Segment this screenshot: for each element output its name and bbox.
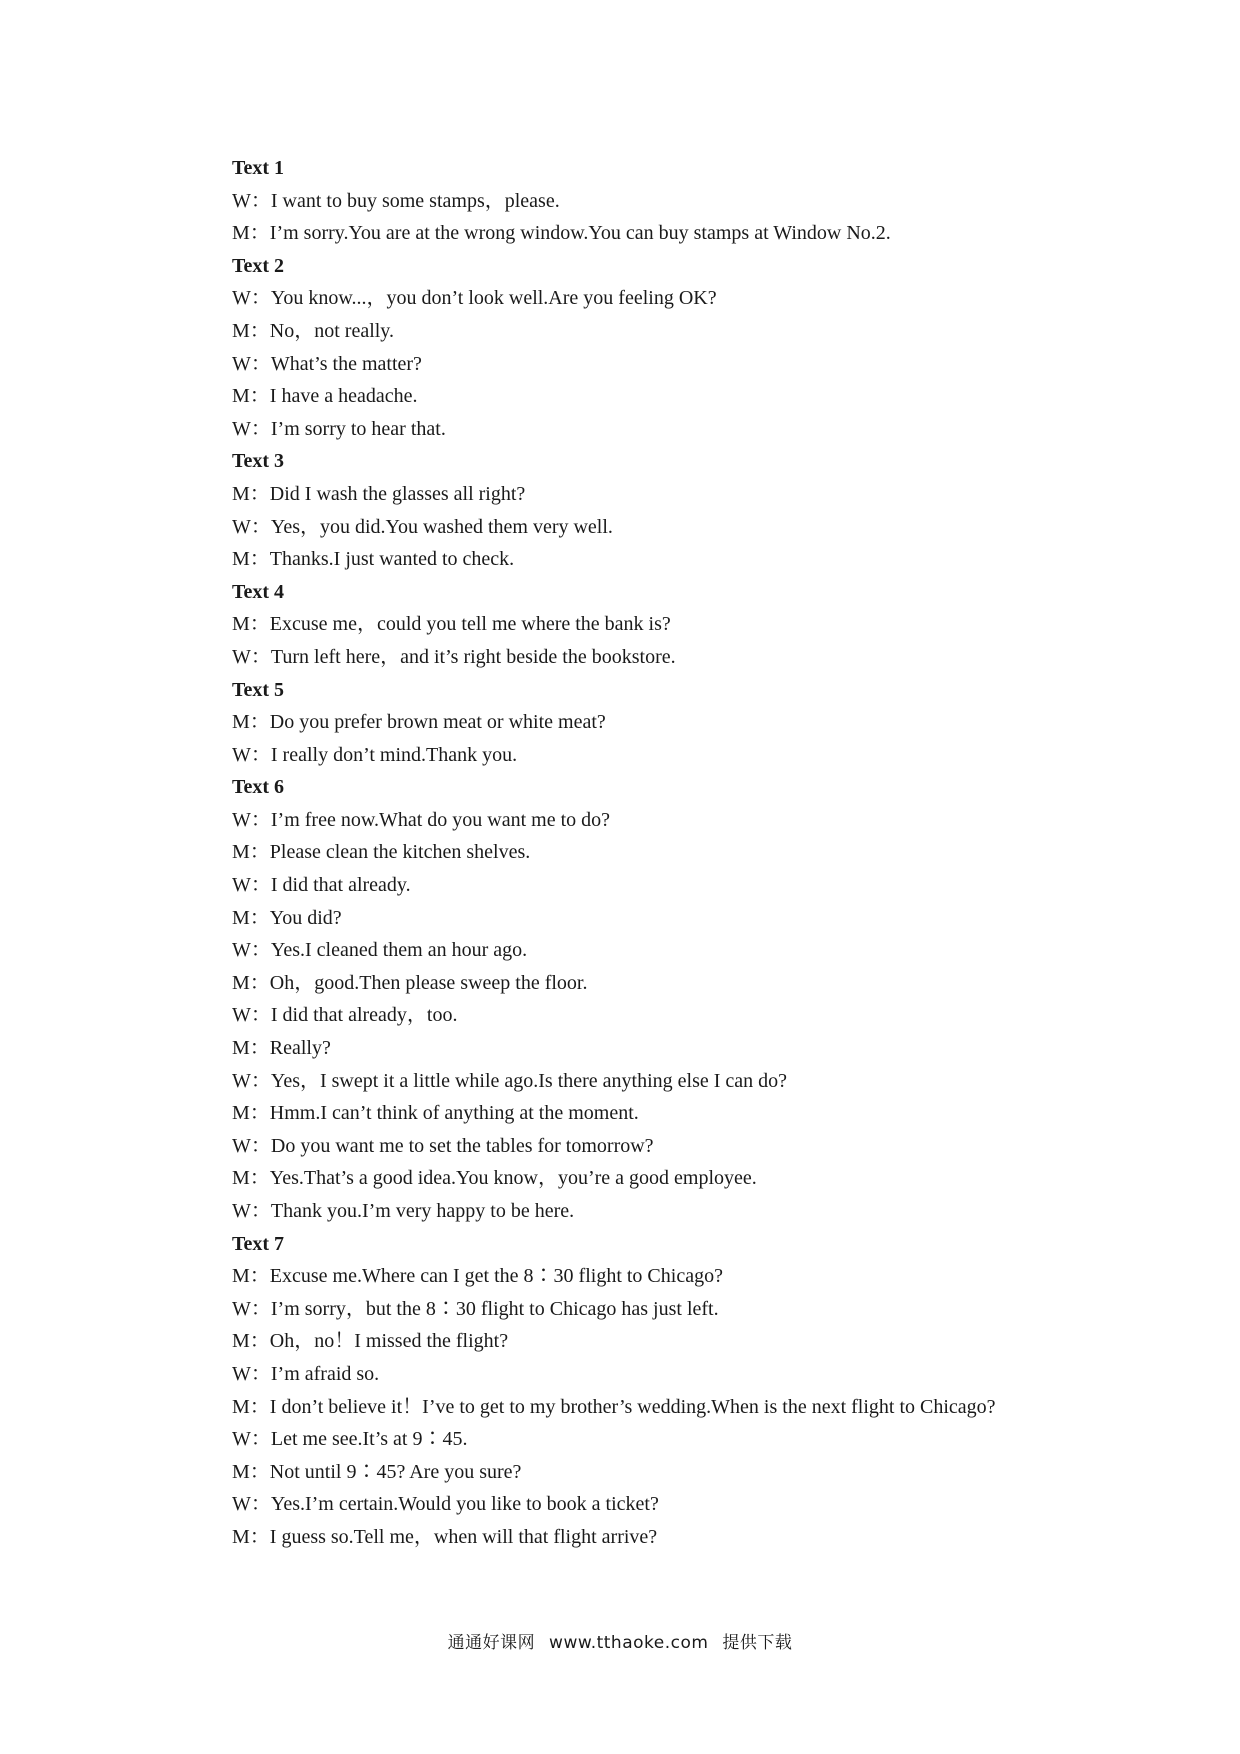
dialogue-line: M：Excuse me.Where can I get the 8∶30 flight to Chicago?	[232, 1265, 723, 1288]
transcript-section	[0, 152, 1240, 250]
dialogue-line: W：I’m afraid so.	[232, 1362, 380, 1385]
dialogue-line: M：Excuse me，could you tell me where the bank is?	[232, 613, 671, 636]
dialogue-line: M：I’m sorry.You are at the wrong window.You can buy stamps at Window No.2.	[232, 222, 891, 245]
transcript-document	[0, 152, 1240, 1554]
dialogue-line: M：Oh，no！I missed the flight?	[232, 1330, 509, 1353]
section-heading: Text 5	[232, 678, 285, 701]
footer-tagline: 提供下载	[722, 1633, 793, 1653]
dialogue-line: W：You know...，you don’t look well.Are you feeling OK?	[232, 287, 717, 310]
transcript-section	[0, 674, 1240, 772]
dialogue-line: W：Thank you.I’m very happy to be here.	[232, 1200, 575, 1222]
dialogue-line: M：No，not really.	[232, 319, 395, 342]
page-footer	[0, 1628, 1240, 1653]
dialogue-line: M：Really?	[232, 1037, 331, 1060]
section-heading: Text 4	[232, 580, 285, 603]
dialogue-line: W：Yes，you did.You washed them very well.	[232, 515, 613, 538]
section-heading: Text 1	[232, 157, 285, 179]
dialogue-line: W：Let me see.It’s at 9∶45.	[232, 1428, 468, 1451]
dialogue-line: W：I did that already.	[232, 874, 411, 897]
section-heading: Text 7	[232, 1232, 285, 1255]
dialogue-line: M：I don’t believe it！I’ve to get to my brother’s wedding.When is the next flight to Chicago?	[232, 1395, 996, 1418]
dialogue-line: M：Yes.That’s a good idea.You know，you’re a good employee.	[232, 1167, 757, 1190]
dialogue-line: M：Not until 9∶45? Are you sure?	[232, 1460, 522, 1483]
dialogue-line: W：I want to buy some stamps，please.	[232, 189, 560, 212]
dialogue-line: M：Please clean the kitchen shelves.	[232, 841, 531, 864]
dialogue-line: M：Do you prefer brown meat or white meat?	[232, 711, 606, 734]
footer-site-name: 通通好课网	[447, 1633, 536, 1653]
dialogue-line: W：Yes，I swept it a little while ago.Is there anything else I can do?	[232, 1069, 788, 1092]
dialogue-line: M：Hmm.I can’t think of anything at the moment.	[232, 1102, 639, 1125]
dialogue-line: W：I’m sorry，but the 8∶30 flight to Chicago has just left.	[232, 1297, 719, 1320]
dialogue-line: W：Turn left here，and it’s right beside the bookstore.	[232, 645, 676, 668]
dialogue-line: W：I did that already，too.	[232, 1004, 458, 1027]
dialogue-line: W：What’s the matter?	[232, 352, 422, 375]
section-heading: Text 3	[232, 450, 285, 473]
dialogue-line: W：Do you want me to set the tables for tomorrow?	[232, 1134, 654, 1157]
dialogue-line: W：Yes.I’m certain.Would you like to book a ticket?	[232, 1493, 659, 1516]
dialogue-line: M：You did?	[232, 906, 342, 929]
dialogue-line: W：Yes.I cleaned them an hour ago.	[232, 939, 528, 962]
transcript-section	[0, 250, 1240, 446]
section-heading: Text 6	[232, 776, 285, 799]
dialogue-line: W：I’m free now.What do you want me to do?	[232, 808, 611, 831]
dialogue-line: M：Oh，good.Then please sweep the floor.	[232, 971, 588, 994]
dialogue-line: W：I really don’t mind.Thank you.	[232, 743, 518, 766]
transcript-section	[0, 771, 1240, 1227]
dialogue-line: M：I guess so.Tell me，when will that flight arrive?	[232, 1525, 658, 1548]
dialogue-line: M：Did I wash the glasses all right?	[232, 482, 526, 505]
transcript-section	[0, 445, 1240, 575]
dialogue-line: M：Thanks.I just wanted to check.	[232, 548, 515, 571]
section-heading: Text 2	[232, 254, 285, 277]
transcript-section	[0, 576, 1240, 674]
dialogue-line: W：I’m sorry to hear that.	[232, 417, 446, 440]
transcript-section	[0, 1228, 1240, 1554]
dialogue-line: M：I have a headache.	[232, 385, 418, 408]
footer-url: www.tthaoke.com	[549, 1633, 709, 1653]
